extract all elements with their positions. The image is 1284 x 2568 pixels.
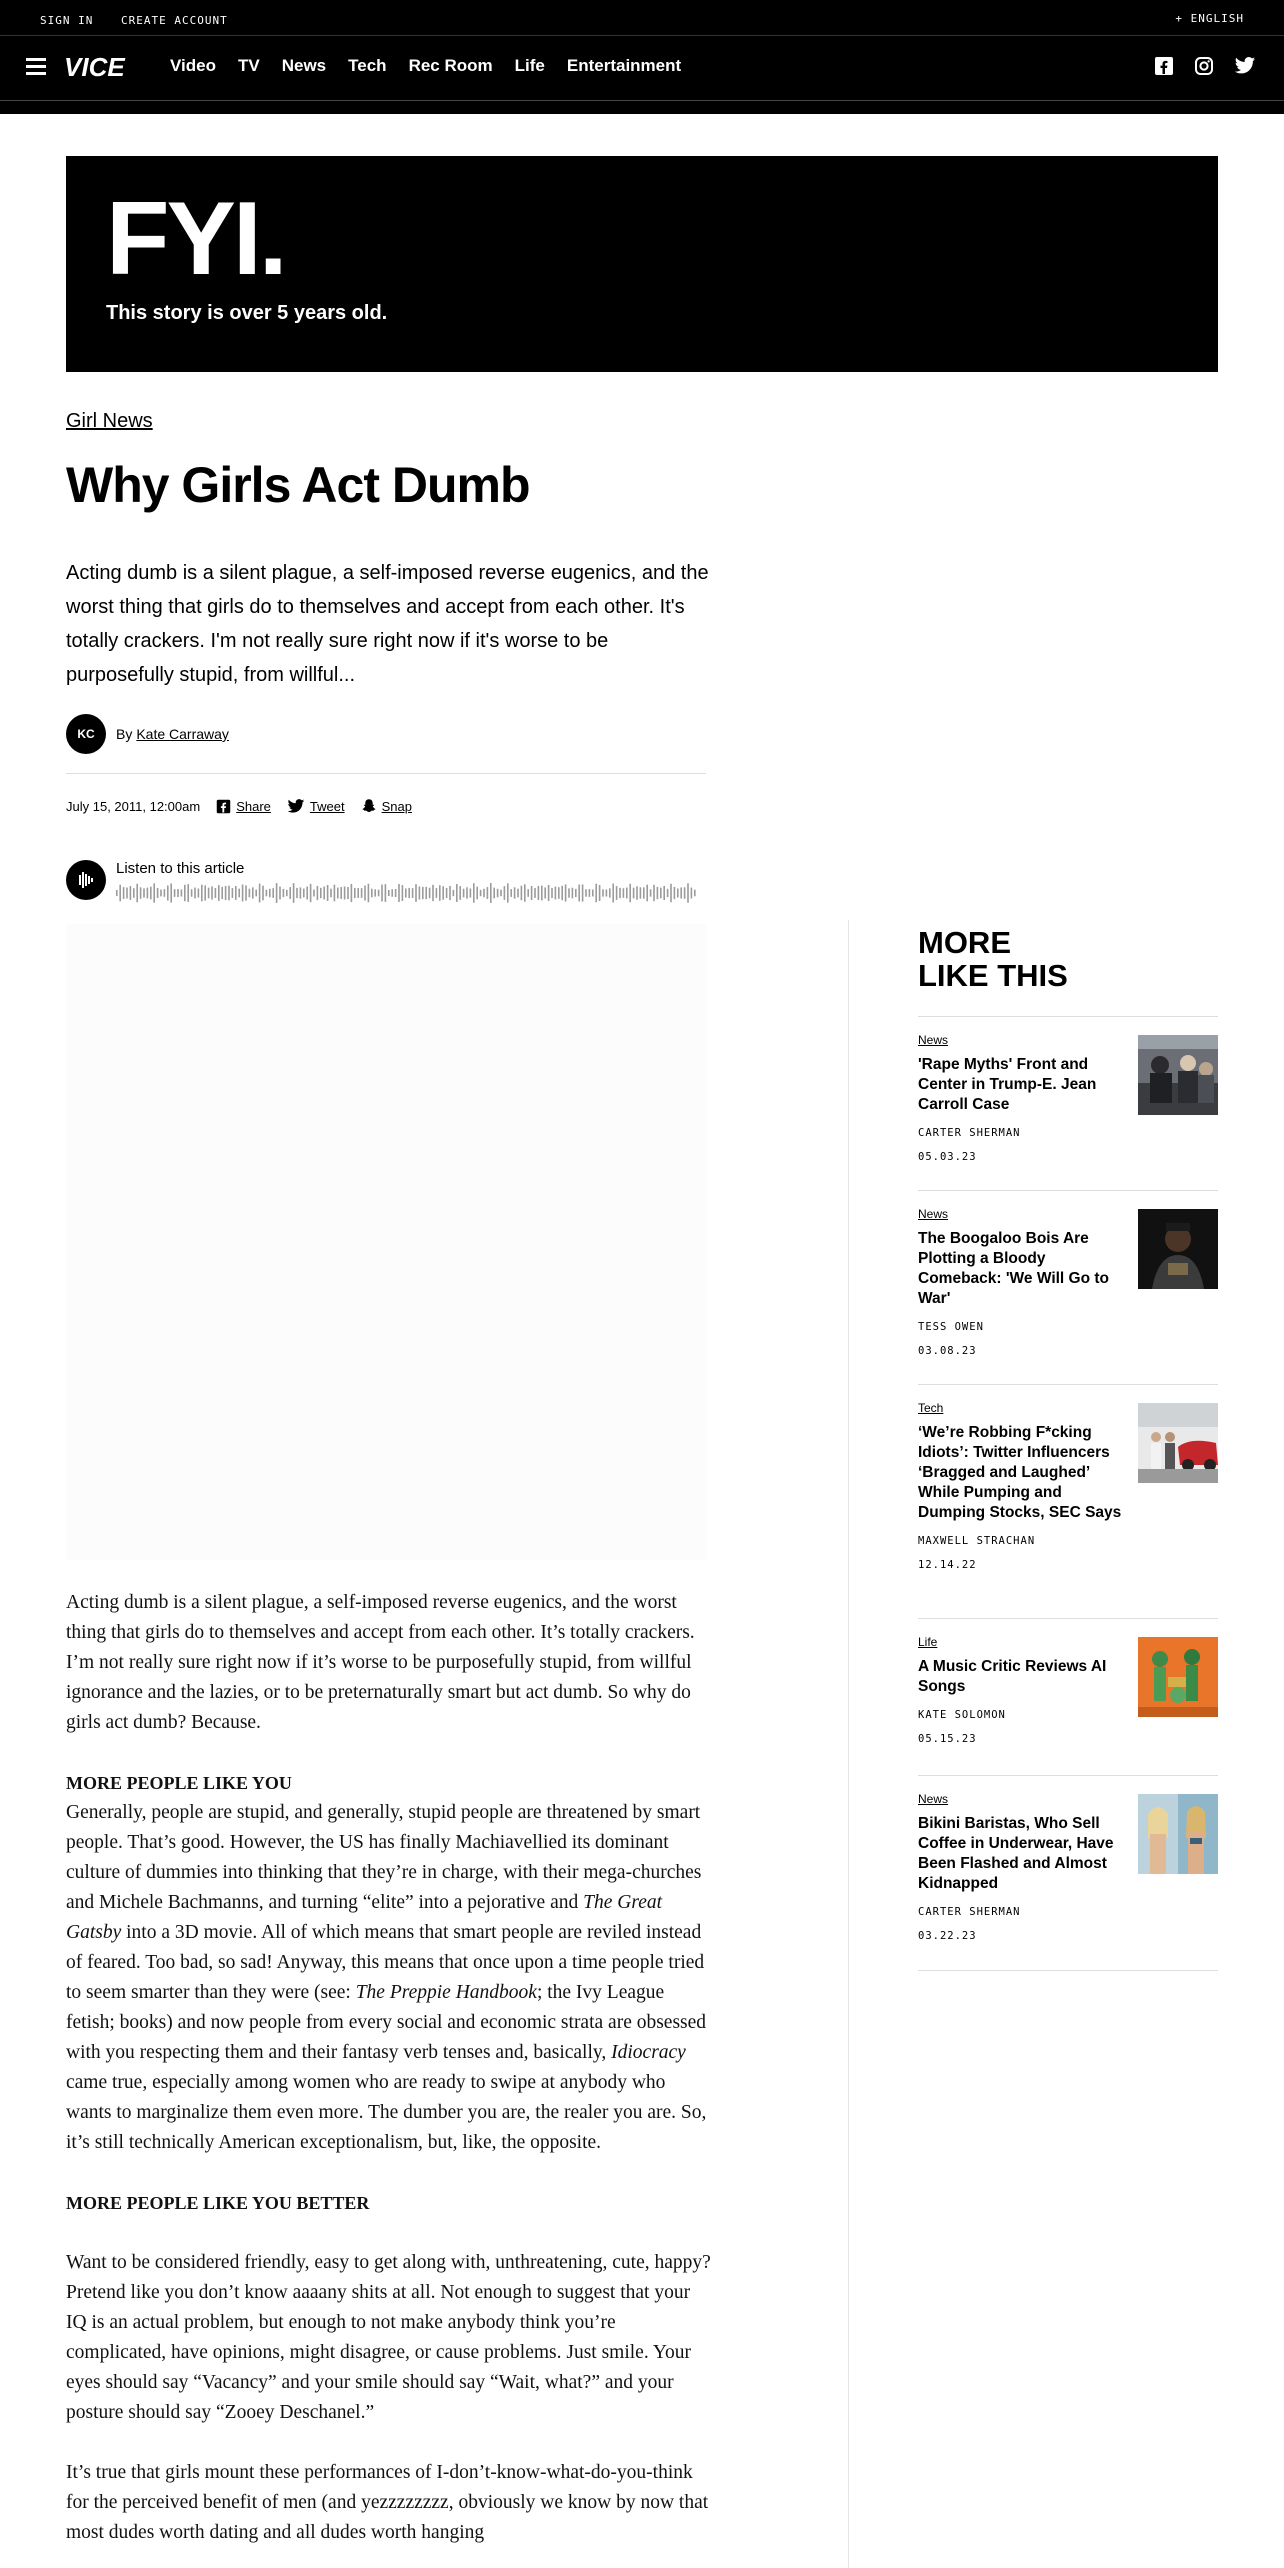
nav-item-tv[interactable]: TV — [237, 56, 260, 75]
related-author: TESS OWEN — [918, 1321, 984, 1333]
more-like-this-heading: MORE LIKE THIS — [918, 925, 1068, 993]
related-author: KATE SOLOMON — [918, 1709, 1006, 1721]
related-title[interactable]: ‘We’re Robbing F*cking Idiots’: Twitter Influencers ‘Bragged and Laughed’ While Pumping and Dumping Stocks, SEC Says — [918, 1424, 1122, 1521]
play-audio-button[interactable] — [66, 860, 106, 900]
related-article[interactable] — [918, 1016, 1218, 1163]
related-category[interactable]: News — [918, 1033, 949, 1047]
header-divider — [66, 773, 706, 774]
byline-prefix: By — [116, 726, 133, 742]
column-divider — [848, 920, 849, 2568]
related-author: MAXWELL STRACHAN — [918, 1535, 1036, 1547]
fyi-heading: FYI. — [106, 181, 285, 297]
social-links — [1136, 56, 1256, 78]
related-thumbnail[interactable] — [1138, 1209, 1218, 1289]
fyi-banner — [66, 156, 1218, 372]
utility-bar — [0, 0, 1284, 36]
paragraph-1: Acting dumb is a silent plague, a self-imposed reverse eugenics, and the worst thing that girls do to themselves and accept from each other. It’s totally crackers. I’m not really sure right now if it’s worse to be purposefully stupid, from willful ignorance and the lazies, or to be preternaturally smart but act dumb. So why do girls act dumb? Because. — [66, 1592, 695, 1733]
nav-item-video[interactable]: Video — [170, 56, 216, 75]
create-account-link[interactable]: CREATE ACCOUNT — [120, 14, 228, 27]
share-twitter-label: Tweet — [309, 798, 345, 814]
related-title[interactable]: Bikini Baristas, Who Sell Coffee in Underwear, Have Been Flashed and Almost Kidnapped — [918, 1815, 1114, 1892]
publish-date: July 15, 2011, 12:00am — [66, 798, 201, 814]
related-date: 05.15.23 — [918, 1733, 977, 1745]
article-body — [66, 1588, 712, 2568]
account-links — [40, 14, 248, 27]
related-thumbnail[interactable] — [1138, 1794, 1218, 1874]
audio-wave-icon — [66, 860, 106, 900]
sign-in-link[interactable]: SIGN IN — [40, 14, 94, 27]
article-dek: Acting dumb is a silent plague, a self-imposed reverse eugenics, and the worst thing that girls do to themselves and accept from each other. It's totally crackers. I'm not really sure right now if it's worse to be purposefully stupid, from willful... — [66, 562, 709, 686]
nav-divider — [0, 100, 1284, 114]
related-article[interactable] — [918, 1384, 1218, 1571]
instagram-icon[interactable] — [1194, 56, 1216, 78]
vice-logo[interactable] — [64, 52, 140, 87]
share-facebook-label: Share — [236, 798, 271, 814]
story-age-notice: This story is over 5 years old. — [106, 302, 388, 324]
share-snapchat-button[interactable] — [361, 798, 412, 814]
twitter-icon[interactable] — [1234, 56, 1256, 78]
audio-waveform[interactable] — [116, 880, 698, 906]
related-category[interactable]: News — [918, 1207, 949, 1221]
audio-label: Listen to this article — [116, 860, 245, 877]
related-category[interactable]: Tech — [918, 1401, 944, 1415]
language-selector[interactable]: + ENGLISH — [1175, 12, 1244, 25]
related-title[interactable]: The Boogaloo Bois Are Plotting a Bloody Comeback: 'We Will Go to War' — [918, 1230, 1110, 1307]
video-placeholder — [66, 924, 706, 1560]
author-avatar: KC — [66, 714, 106, 754]
related-category[interactable]: News — [918, 1792, 949, 1806]
related-thumbnail[interactable] — [1138, 1035, 1218, 1115]
nav-item-news[interactable]: News — [281, 56, 327, 75]
nav-item-entertainment[interactable]: Entertainment — [566, 56, 682, 75]
related-thumbnail[interactable] — [1138, 1403, 1218, 1483]
nav-item-rec-room[interactable]: Rec Room — [408, 56, 493, 75]
related-author: CARTER SHERMAN — [918, 1127, 1021, 1139]
related-article[interactable] — [918, 1775, 1218, 1942]
related-date: 12.14.22 — [918, 1559, 977, 1571]
subhead-more-people-like-you: MORE PEOPLE LIKE YOU — [66, 1773, 292, 1793]
related-date: 03.08.23 — [918, 1345, 977, 1357]
article-category-link[interactable]: Girl News — [66, 410, 153, 432]
article-meta — [66, 798, 428, 814]
related-author: CARTER SHERMAN — [918, 1906, 1021, 1918]
svg-text:VICE: VICE — [64, 52, 125, 82]
subhead-more-people-like-you-better: MORE PEOPLE LIKE YOU BETTER — [66, 2193, 370, 2213]
related-article[interactable] — [918, 1190, 1218, 1357]
related-date: 05.03.23 — [918, 1151, 977, 1163]
paragraph-4: It’s true that girls mount these performances of I-don’t-know-what-do-you-think for the perceived benefit of men (and yezzzzzzzz, obviously we know by now that most dudes worth dating and all dudes worth hanging — [66, 2462, 709, 2543]
share-twitter-button[interactable] — [287, 799, 345, 814]
menu-icon[interactable] — [26, 58, 46, 76]
facebook-icon — [216, 799, 231, 814]
share-facebook-button[interactable] — [216, 799, 271, 814]
nav-item-life[interactable]: Life — [514, 56, 545, 75]
related-title[interactable]: 'Rape Myths' Front and Center in Trump-E. Jean Carroll Case — [918, 1056, 1097, 1113]
paragraph-3: Want to be considered friendly, easy to get along with, unthreatening, cute, happy? Pretend like you don’t know aaaany shits at all. Not enough to suggest that your IQ is an actual problem, but enough to not make anybody think you’re complicated, have opinions, might disagree, or cause problems. Just smile. Your eyes should say “Vacancy” and your smile should say “Wait, what?” and your posture should say “Zooey Deschanel.” — [66, 2252, 711, 2423]
twitter-icon — [287, 799, 305, 814]
related-thumbnail[interactable] — [1138, 1637, 1218, 1717]
nav-item-tech[interactable]: Tech — [348, 56, 387, 75]
related-category[interactable]: Life — [918, 1635, 938, 1649]
related-date: 03.22.23 — [918, 1930, 977, 1942]
paragraph-2: Generally, people are stupid, and generally, stupid people are threatened by smart people. That’s good. However, the US has finally Machiavellied its dominant culture of dummies into thinking that they’re in charge, with their mega-churches and Michele Bachmanns, and turning “elite” into a pejorative and The Great Gatsby into a 3D movie. All of which means that smart people are reviled instead of feared. Too bad, so sad! Anyway, this means that once upon a time people tried to seem smarter than they were (see: The Preppie Handbook; the Ivy League fetish; books) and now people from every social and economic strata are obsessed with you respecting them and their fantasy verb tenses and, basically, Idiocracy came true, especially among women who are ready to swipe at anybody who wants to marginalize them even more. The dumber you are, the realer you are. So, it’s still technically American exceptionalism, but, like, the opposite. — [66, 1802, 707, 2153]
facebook-icon[interactable] — [1154, 56, 1176, 78]
nav-menu — [170, 56, 703, 76]
sidebar-end-divider — [918, 1970, 1218, 1971]
article-headline: Why Girls Act Dumb — [66, 457, 530, 513]
byline — [66, 714, 229, 754]
main-nav — [0, 36, 1284, 100]
related-title[interactable]: A Music Critic Reviews AI Songs — [918, 1658, 1107, 1695]
share-snapchat-label: Snap — [381, 798, 412, 814]
related-article[interactable] — [918, 1618, 1218, 1745]
snapchat-icon — [361, 798, 377, 814]
author-link[interactable]: Kate Carraway — [136, 726, 229, 742]
